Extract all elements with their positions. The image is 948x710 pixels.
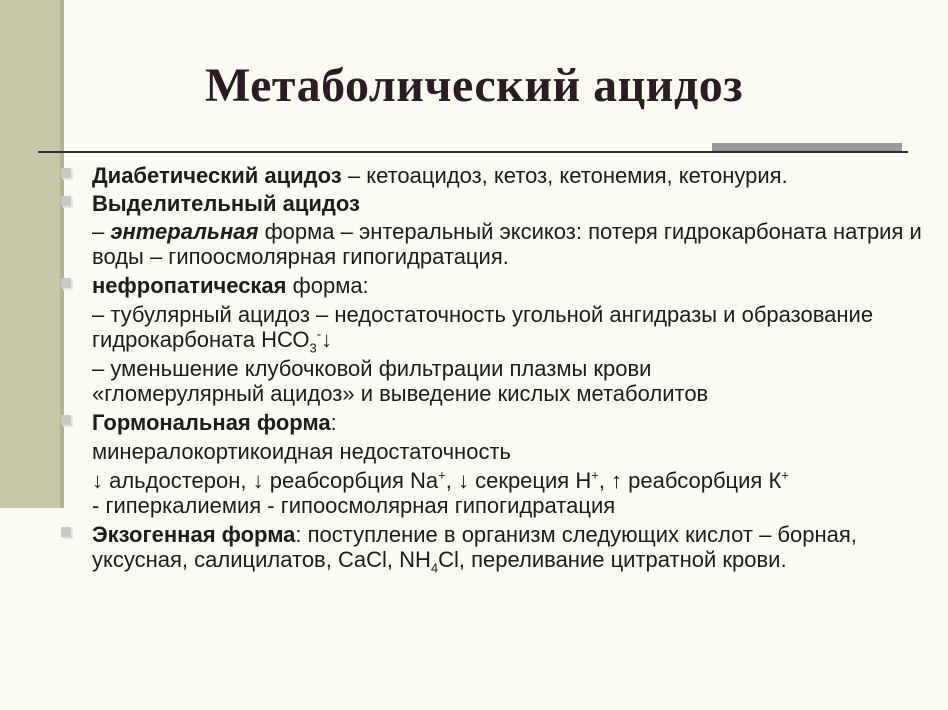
item-tubular-acidosis: [92, 302, 938, 356]
tubular-superscript: -: [316, 326, 322, 342]
bullet-square-icon: [61, 168, 71, 178]
item-hormonal-form: [92, 410, 938, 435]
term-diabetic-acidosis: Диабетический ацидоз: [92, 163, 342, 188]
bullet-square-icon: [61, 196, 71, 206]
exogenous-text-1: : поступление в организм следующих кислот – борная, уксусная, салицилатов, CaCl, NH: [92, 522, 857, 572]
item-glomerular-acidosis: [92, 356, 938, 406]
item-nephropathic-form: [92, 273, 938, 298]
term-enteral: энтеральная: [110, 219, 259, 244]
item-enteral-form: [92, 219, 938, 269]
h-charge: +: [591, 467, 599, 483]
title-underline-accent: [712, 143, 902, 151]
item-aldosterone: [92, 468, 938, 518]
aldosterone-part-1: ↓ альдостерон, ↓ реабсорбция Na: [92, 468, 439, 493]
exogenous-text-2: Cl, переливание цитратной крови.: [438, 547, 787, 572]
title-underline: [38, 151, 908, 153]
k-charge: +: [781, 467, 789, 483]
bullet-square-icon: [61, 415, 71, 425]
enteral-description: форма – энтеральный эксикоз: потеря гидрокарбоната натрия и воды – гипоосмолярная гипогидратация.: [92, 219, 922, 269]
item-mineralocorticoid: [92, 439, 938, 464]
na-charge: +: [438, 467, 446, 483]
tubular-text: – тубулярный ацидоз – недостаточность угольной ангидразы и образование гидрокарбоната НСО: [92, 302, 874, 352]
term-hormonal: Гормональная форма: [92, 410, 331, 435]
glomerular-line-2: «гломерулярный ацидоз» и выведение кислых метаболитов: [92, 381, 709, 406]
tubular-subscript: 3: [309, 340, 317, 356]
bullet-square-icon: [61, 527, 71, 537]
hormonal-suffix: :: [330, 410, 337, 435]
diabetic-description: – кетоацидоз, кетоз, кетонемия, кетонурия.: [341, 163, 788, 188]
nephropathic-suffix: форма:: [286, 273, 369, 298]
bullet-square-icon: [61, 278, 71, 288]
mineralocorticoid-text: минералокортикоидная недостаточность: [92, 439, 511, 464]
term-exogenous: Экзогенная форма: [92, 522, 296, 547]
term-nephropathic: нефропатическая: [92, 273, 287, 298]
aldosterone-part-2: , ↓ секреция Н: [445, 468, 592, 493]
glomerular-line-1: – уменьшение клубочковой фильтрации плазмы крови: [92, 356, 652, 381]
term-excretory-acidosis: Выделительный ацидоз: [92, 191, 360, 216]
item-exogenous-form: [92, 522, 938, 576]
enteral-dash: –: [92, 219, 111, 244]
aldosterone-part-3: , ↑ реабсорбция К: [598, 468, 782, 493]
item-diabetic-acidosis: [92, 163, 938, 188]
item-excretory-acidosis: [92, 191, 938, 216]
aldosterone-line-2: - гиперкалиемия - гипоосмолярная гипогидратация: [92, 493, 616, 518]
slide-content: [92, 163, 938, 576]
slide-title: Метаболический ацидоз: [204, 59, 744, 112]
down-arrow-icon: ↓: [321, 327, 333, 352]
nh4-subscript: 4: [430, 560, 439, 576]
